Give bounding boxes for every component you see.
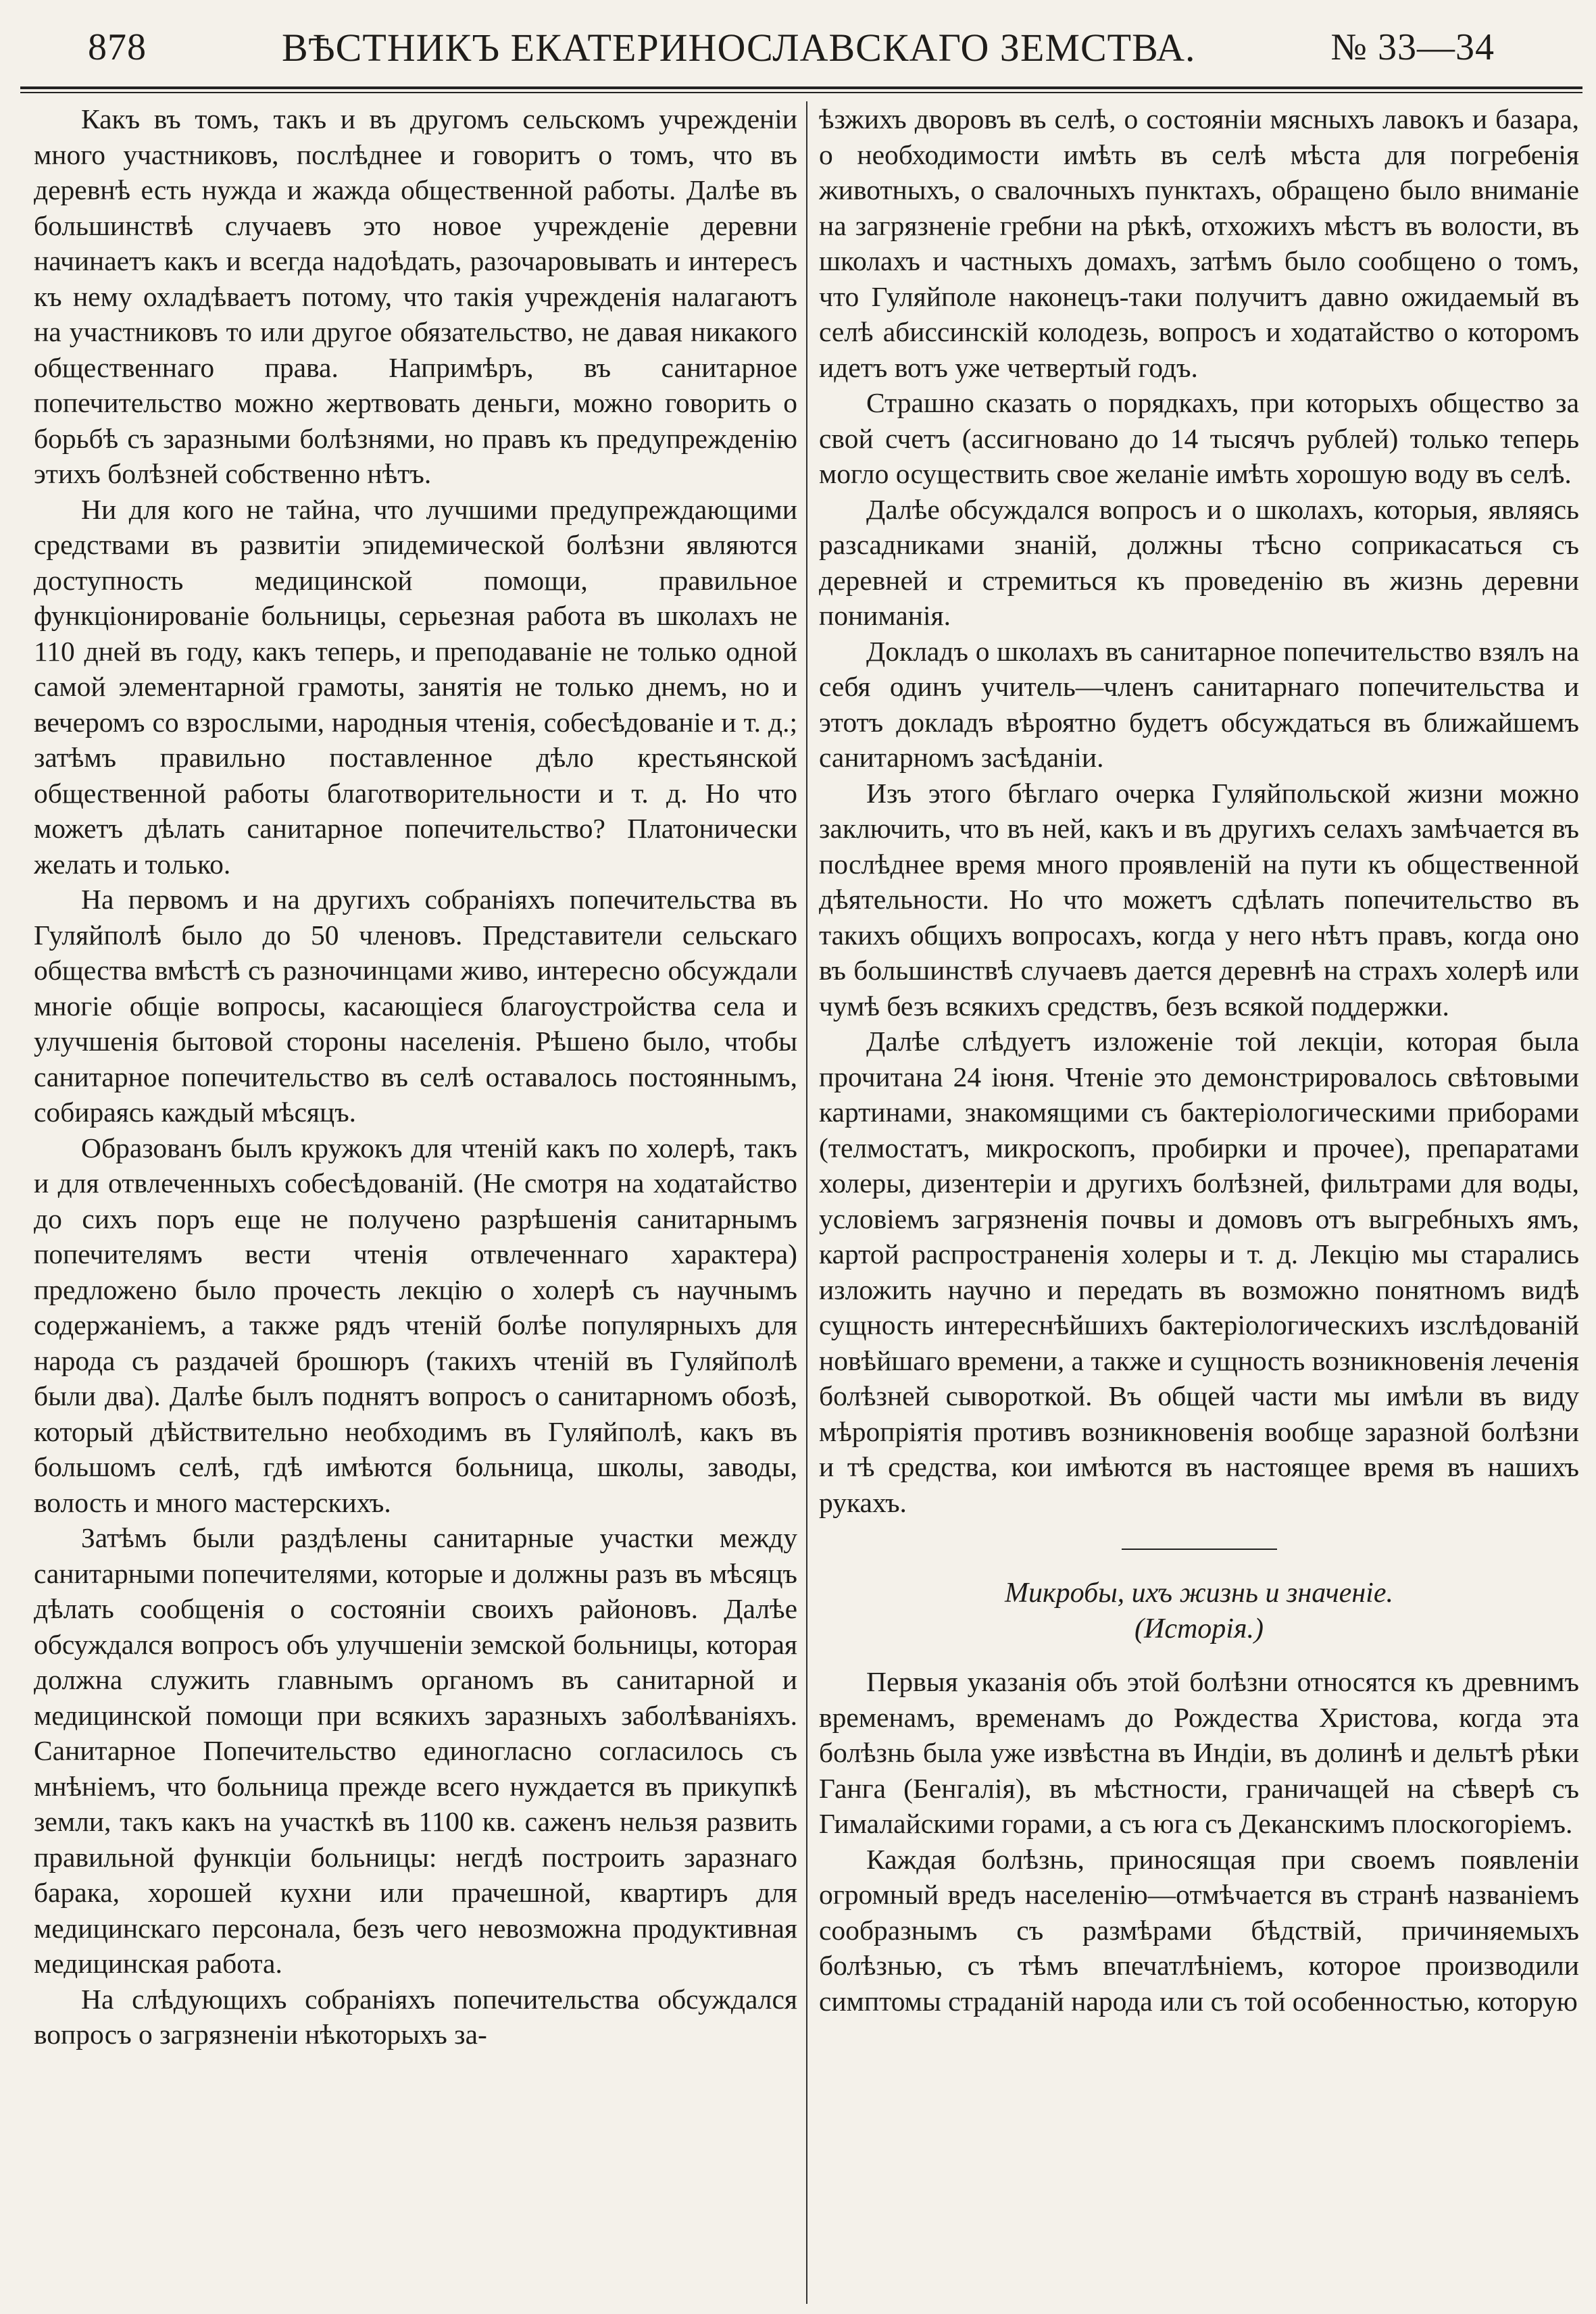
paragraph: Образованъ былъ кружокъ для чтеній какъ по холерѣ, такъ и для отвлеченныхъ собесѣдованій. (Не смотря на ходатайство до сихъ поръ еще не получено разрѣшенія санитарнымъ попечителямъ вести чтенія отвлеченнаго характера) предложено было прочесть лекцію о холерѣ съ научнымъ содержаніемъ, а также рядъ чтеній болѣе популярныхъ для народа съ раздачей брошюръ (такихъ чтеній въ Гуляйполѣ были два). Далѣе былъ поднятъ вопросъ о санитарномъ обозѣ, который дѣйствительно необходимъ въ Гуляйполѣ, какъ въ большомъ селѣ, гдѣ имѣются больница, школы, заводы, волость и много мастерскихъ. <box>34 1132 797 1518</box>
article-subtitle: (Исторія.) <box>1134 1613 1264 1644</box>
paragraph: Изъ этого бѣглаго очерка Гуляйпольской жизни можно заключить, что въ ней, какъ и въ другихъ селахъ замѣчается въ послѣднее время много проявленій на пути къ общественной дѣятельности. Но что можетъ сдѣлать попечительство въ такихъ общихъ вопросахъ, когда у него нѣтъ правъ, когда оно въ большинствѣ случаевъ дается деревнѣ на страхъ холерѣ или чумѣ безъ всякихъ средствъ, безъ всякой поддержки. <box>819 777 1579 1022</box>
section-separator <box>1122 1549 1277 1550</box>
paragraph: Каждая болѣзнь, приносящая при своемъ появленіи огромный вредъ населенію—отмѣчается въ странѣ названіемъ сообразнымъ съ размѣрами бѣдствій, причиняемыхъ болѣзнью, съ тѣмъ впечатлѣніемъ, которое производили симптомы страданій народа или съ той особенностью, которую <box>819 1843 1579 2017</box>
paragraph: Докладъ о школахъ въ санитарное попечительство взялъ на себя одинъ учитель—членъ санитарнаго попечительства и этотъ докладъ вѣроятно будетъ обсуждаться въ ближайшемъ санитарномъ засѣданіи. <box>819 635 1579 773</box>
paragraph: На первомъ и на другихъ собраніяхъ попечительства въ Гуляйполѣ было до 50 членовъ. Представители сельскаго общества вмѣстѣ съ разночинцами живо, интересно обсуждали многіе общіе вопросы, касающіеся благоустройства села и улучшенія бытовой стороны населенія. Рѣшено было, чтобы санитарное попечительство въ селѣ оставалось постояннымъ, собираясь каждый мѣсяцъ. <box>34 884 797 1128</box>
page-number: 878 <box>88 26 147 68</box>
header-rule-thin <box>20 92 1582 93</box>
paragraph: Первыя указанія объ этой болѣзни относятся къ древнимъ временамъ, временамъ до Рождества Христова, когда эта болѣзнь была уже извѣстна въ Индіи, въ долинѣ и дельтѣ рѣки Ганга (Бенгалія), въ мѣстности, граничащей на сѣверѣ съ Гималайскими горами, а съ юга съ Деканскимъ плоскогоріемъ. <box>819 1666 1579 1839</box>
issue-number: № 33—34 <box>1330 26 1495 68</box>
right-column <box>819 101 1579 2304</box>
paragraph: Какъ въ томъ, такъ и въ другомъ сельскомъ учрежденіи много участниковъ, послѣднее и говоритъ о томъ, что въ деревнѣ есть нужда и жажда общественной работы. Далѣе въ большинствѣ случаевъ это новое учрежденіе деревни начинаетъ какъ и всегда надоѣдать, разочаровывать и интересъ къ нему охладѣваетъ потому, что такія учрежденія налагаютъ на участниковъ то или другое обязательство, не давая никакого общественнаго права. Напримѣръ, въ санитарное попечительство можно жертвовать деньги, можно говорить о борьбѣ съ заразными болѣзнями, но правъ къ предупрежденію этихъ болѣзней собственно нѣтъ. <box>34 103 797 489</box>
paragraph: Страшно сказать о порядкахъ, при которыхъ общество за свой счетъ (ассигновано до 14 тысячъ рублей) только теперь могло осуществить свое желаніе имѣть хорошую воду въ селѣ. <box>819 387 1579 489</box>
left-column <box>34 101 797 2304</box>
header-rule <box>20 86 1582 89</box>
article-title: Микробы, ихъ жизнь и значеніе. <box>1005 1578 1393 1609</box>
paragraph: ѣзжихъ дворовъ въ селѣ, о состояніи мясныхъ лавокъ и базара, о необходимости имѣть въ селѣ мѣста для погребенія животныхъ, о свалочныхъ пунктахъ, обращено было вниманіе на загрязненіе гребни на рѣкѣ, отхожихъ мѣстъ въ волости, въ школахъ и частныхъ домахъ, затѣмъ было сообщено о томъ, что Гуляйполе наконецъ-таки получитъ давно ожидаемый въ селѣ абиссинскій колодезь, вопросъ и ходатайство о которомъ идетъ вотъ уже четвертый годъ. <box>819 103 1579 383</box>
paragraph: Далѣе слѣдуетъ изложеніе той лекціи, которая была прочитана 24 іюня. Чтеніе это демонстрировалось свѣтовыми картинами, знакомящими съ бактеріологическими приборами (телмостатъ, микроскопъ, пробирки и прочее), препаратами холеры, дизентеріи и другихъ болѣзней, фильтрами для воды, условіемъ загрязненія почвы и домовъ отъ выгребныхъ ямъ, картой распространенія холеры и т. д. Лекцію мы старались изложить научно и передать въ возможно понятномъ видѣ сущность интереснѣйшихъ бактеріологическихъ изслѣдованій новѣйшаго времени, а также и сущность возникновенія леченія болѣзней сывороткой. Въ общей части мы имѣли въ виду мѣропріятія противъ возникновенія вообще заразной болѣзни и тѣ средства, кои имѣются въ настоящее время въ нашихъ рукахъ. <box>819 1026 1579 1518</box>
paragraph: Ни для кого не тайна, что лучшими предупреждающими средствами въ развитіи эпидемической болѣзни являются доступность медицинской помощи, правильное функціонированіе больницы, серьезная работа въ школахъ не 110 дней въ году, какъ теперь, и преподаваніе не только одной самой элементарной грамоты, занятія не только днемъ, но и вечеромъ со взрослыми, народныя чтенія, собесѣдованіе и т. д.; затѣмъ правильно поставленное дѣло крестьянской общественной работы благотворительности и т. д. Но что можетъ дѣлать санитарное попечительство? Платонически желать и только. <box>34 493 797 880</box>
paragraph: Далѣе обсуждался вопросъ и о школахъ, которыя, являясь разсадниками знаній, должны тѣсно соприкасаться съ деревней и стремиться къ проведенію въ жизнь деревни пониманія. <box>819 493 1579 631</box>
journal-title: ВѢСТНИКЪ ЕКАТЕРИНОСЛАВСКАГО ЗЕМСТВА. <box>282 25 1196 70</box>
paragraph: Затѣмъ были раздѣлены санитарные участки между санитарными попечителями, которые и должны разъ въ мѣсяцъ дѣлать сообщенія о состояніи своихъ районовъ. Далѣе обсуждался вопросъ объ улучшеніи земской больницы, которая должна служить главнымъ органомъ въ санитарной и медицинской помощи при всякихъ заразныхъ заболѣваніяхъ. Санитарное Попечительство единогласно согласилось съ мнѣніемъ, что больница прежде всего нуждается въ прикупкѣ земли, такъ какъ на участкѣ въ 1100 кв. саженъ нельзя развить правильной функціи больницы: негдѣ построить заразнаго барака, хорошей кухни или прачешной, квартиръ для медицинскаго персонала, безъ чего невозможна продуктивная медицинская работа. <box>34 1522 797 1979</box>
page-header <box>88 14 1495 81</box>
paragraph: На слѣдующихъ собраніяхъ попечительства обсуждался вопросъ о загрязненіи нѣкоторыхъ за- <box>34 1983 797 2050</box>
column-divider <box>806 101 807 2304</box>
